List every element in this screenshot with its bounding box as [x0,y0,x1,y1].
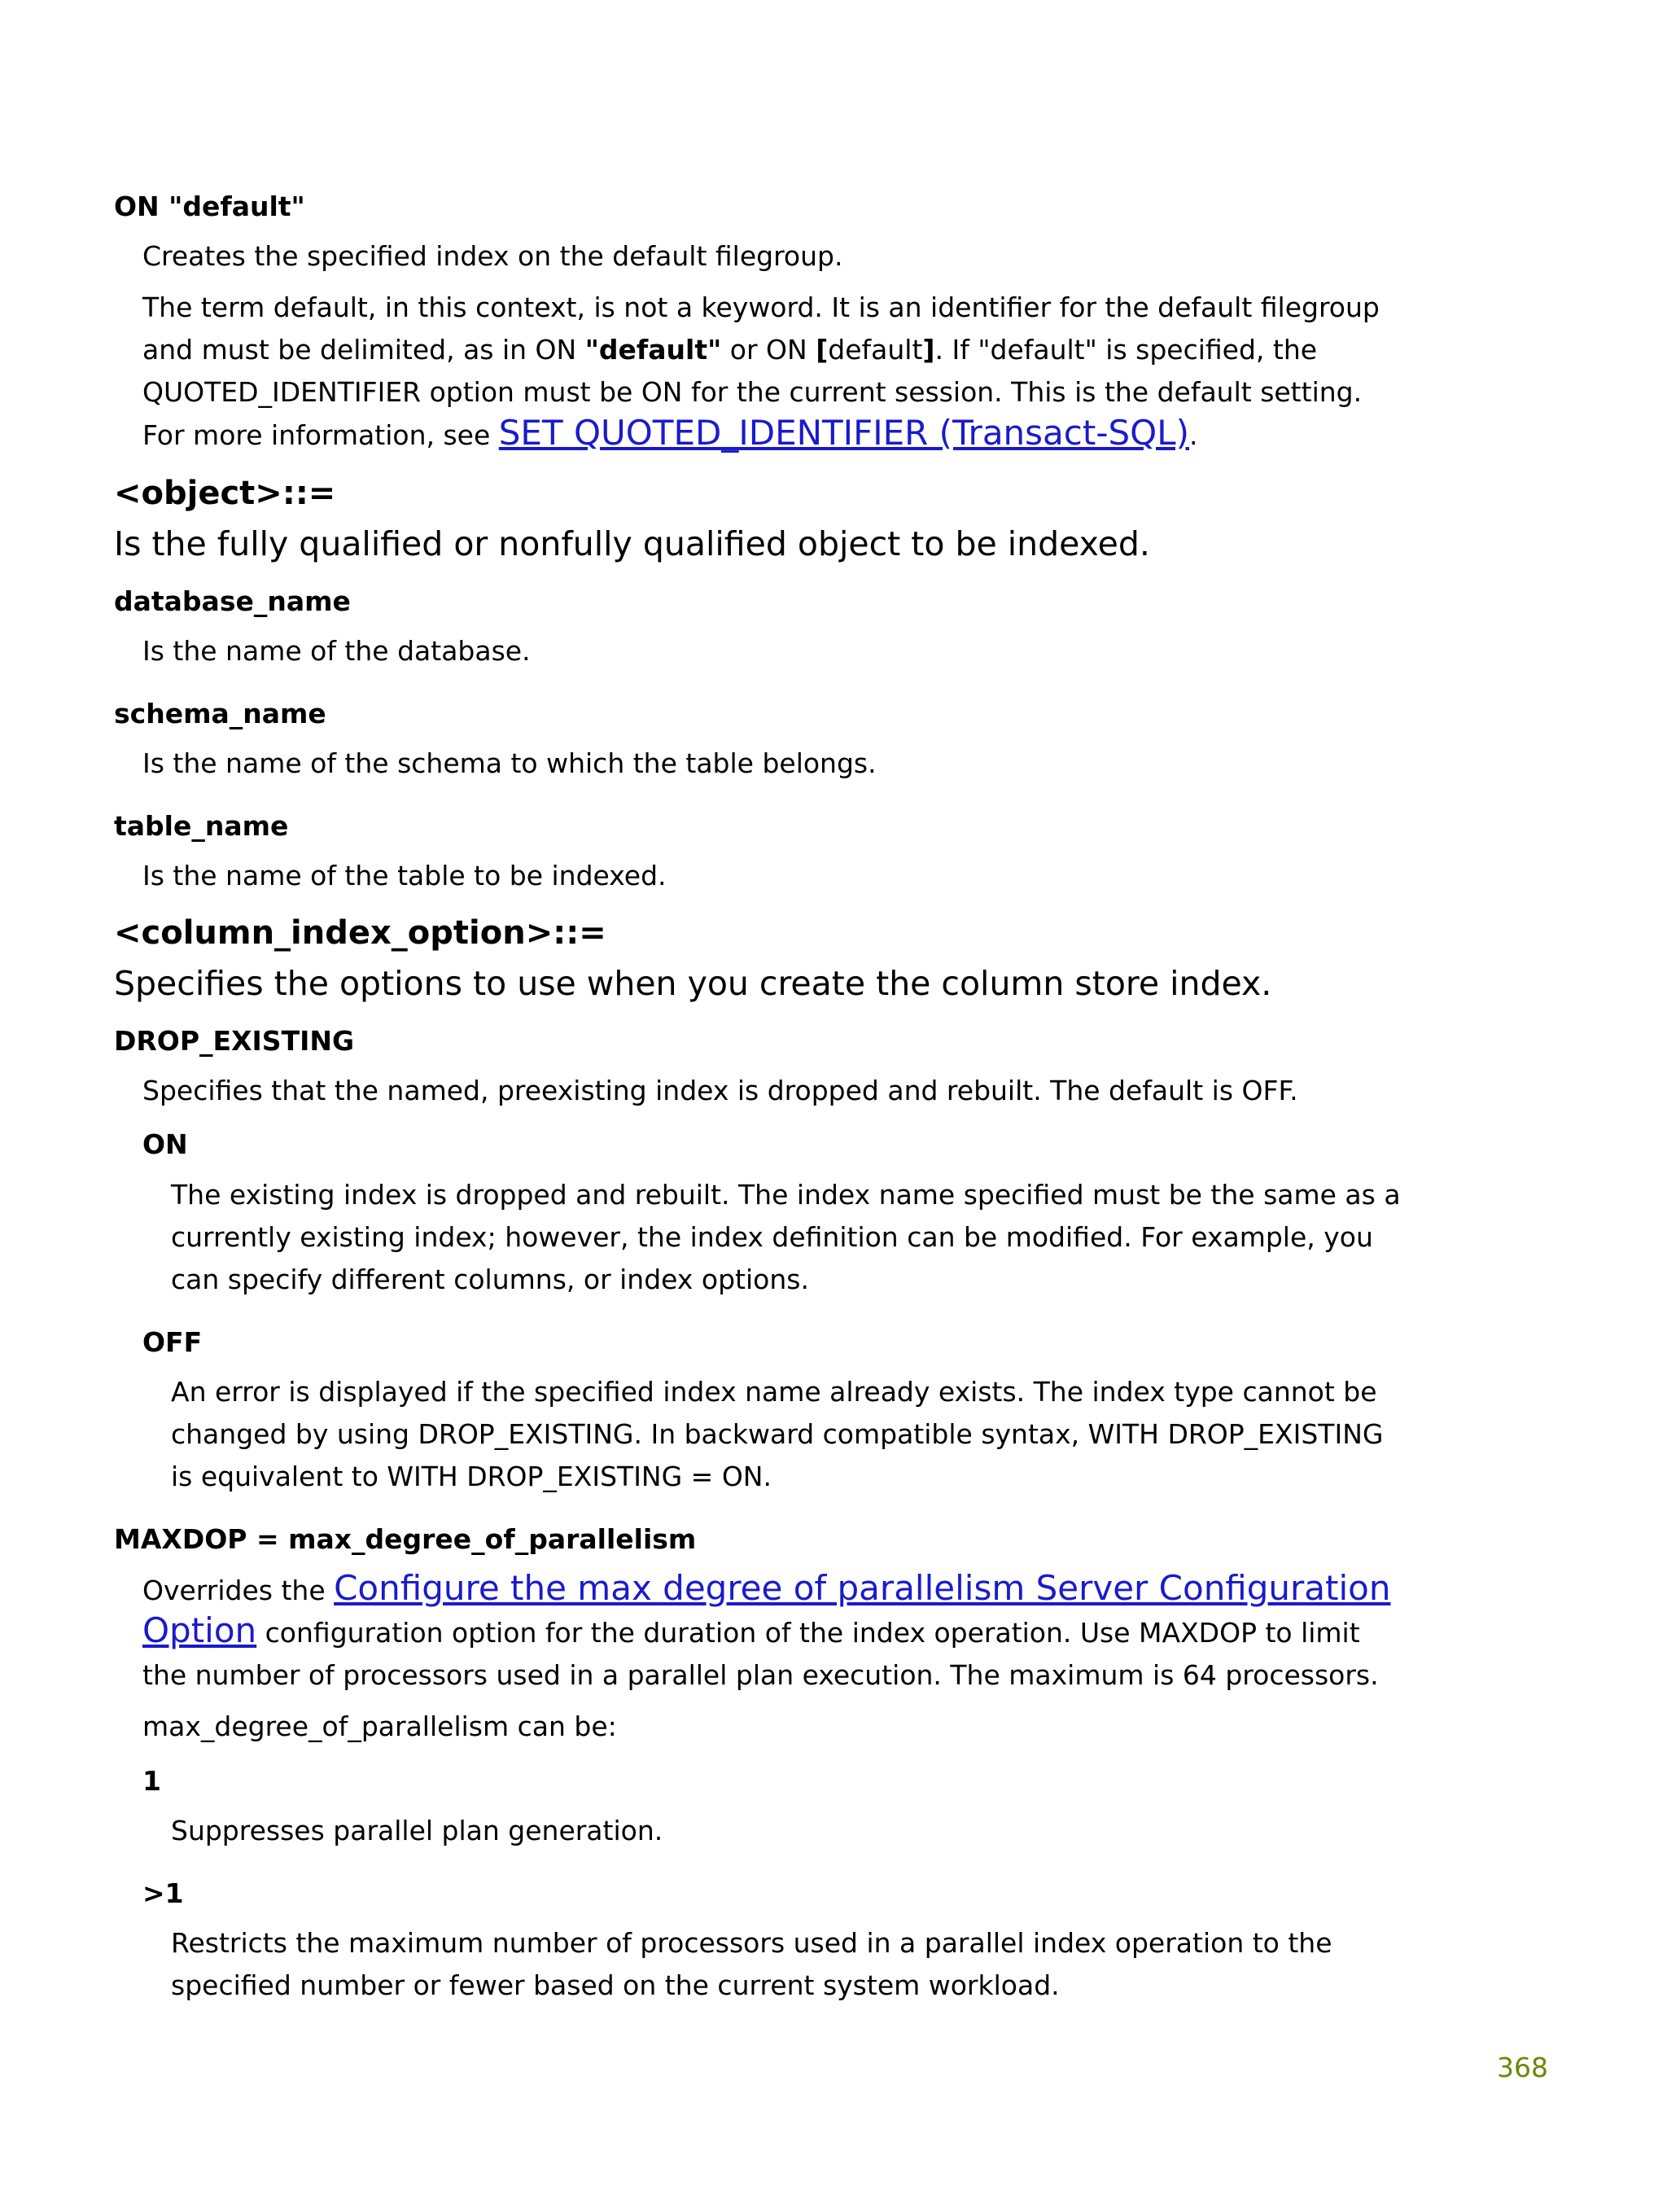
set-quoted-identifier-link[interactable]: SET QUOTED_IDENTIFIER (Transact-SQL) [498,413,1190,453]
note-text: . [1189,419,1198,451]
database-name-description: Is the name of the database. [142,635,531,667]
note-text: . If "default" is specified, the [934,334,1318,366]
note-bold-bracket: [ [816,334,829,366]
term-value-greater-than-1: >1 [142,1877,184,1909]
maxdop-description-line-3: the number of processors used in a parallel plan execution. The maximum is 64 processors. [142,1659,1379,1691]
maxdop-description-line-1 [142,1568,1391,1608]
term-database-name: database_name [114,585,351,617]
term-value-1: 1 [142,1765,161,1797]
term-table-name: table_name [114,810,289,842]
value-greater-than-1-line-2: specified number or fewer based on the current system workload. [171,1969,1060,2001]
note-bold-default: "default" [584,334,722,366]
term-off: OFF [142,1326,203,1358]
on-default-note-line-2 [142,334,1318,366]
off-description-line-1: An error is displayed if the specified index name already exists. The index type cannot be [171,1376,1377,1408]
on-description-line-3: can specify different columns, or index options. [171,1264,809,1295]
maxdop-description-line-2 [142,1610,1360,1650]
object-heading: <object>::= [114,475,336,512]
on-default-note-line-4 [142,413,1198,453]
value-1-description: Suppresses parallel plan generation. [171,1815,663,1846]
on-default-description: Creates the specified index on the default filegroup. [142,240,843,272]
term-maxdop: MAXDOP = max_degree_of_parallelism [114,1523,697,1555]
on-default-note-line-3: QUOTED_IDENTIFIER option must be ON for the current session. This is the default setting. [142,376,1363,408]
schema-name-description: Is the name of the schema to which the table belongs. [142,747,877,779]
off-description-line-2: changed by using DROP_EXISTING. In backward compatible syntax, WITH DROP_EXISTING [171,1418,1384,1450]
on-default-note-line-1: The term default, in this context, is not a keyword. It is an identifier for the default filegroup [142,291,1380,323]
note-text: default [828,334,923,366]
maxdop-text: Overrides the [142,1575,335,1606]
drop-existing-description: Specifies that the named, preexisting index is dropped and rebuilt. The default is OFF. [142,1075,1298,1106]
note-bold-bracket: ] [922,334,935,366]
table-name-description: Is the name of the table to be indexed. [142,860,667,891]
note-text: For more information, see [142,419,499,451]
off-description-line-3: is equivalent to WITH DROP_EXISTING = ON. [171,1461,772,1492]
term-on: ON [142,1128,188,1160]
value-greater-than-1-line-1: Restricts the maximum number of processors used in a parallel index operation to the [171,1927,1332,1959]
on-description-line-2: currently existing index; however, the index definition can be modified. For example, you [171,1221,1373,1253]
column-index-option-heading: <column_index_option>::= [114,914,606,952]
note-text: and must be delimited, as in ON [142,334,585,366]
configure-max-dop-link[interactable]: Configure the max degree of parallelism Server Configuration [334,1568,1391,1608]
term-drop-existing: DROP_EXISTING [114,1025,355,1057]
note-text: or ON [721,334,816,366]
column-index-option-lead: Specifies the options to use when you create the column store index. [114,964,1272,1003]
page-number: 368 [1497,2052,1548,2083]
maxdop-can-be: max_degree_of_parallelism can be: [142,1710,617,1742]
term-schema-name: schema_name [114,698,326,729]
maxdop-text: configuration option for the duration of the index operation. Use MAXDOP to limit [256,1617,1360,1649]
term-on-default: ON "default" [114,191,305,222]
object-lead: Is the fully qualified or nonfully qualified object to be indexed. [114,524,1150,563]
on-description-line-1: The existing index is dropped and rebuilt. The index name specified must be the same as a [171,1179,1401,1211]
configure-max-dop-link-continued[interactable]: Option [142,1610,257,1650]
